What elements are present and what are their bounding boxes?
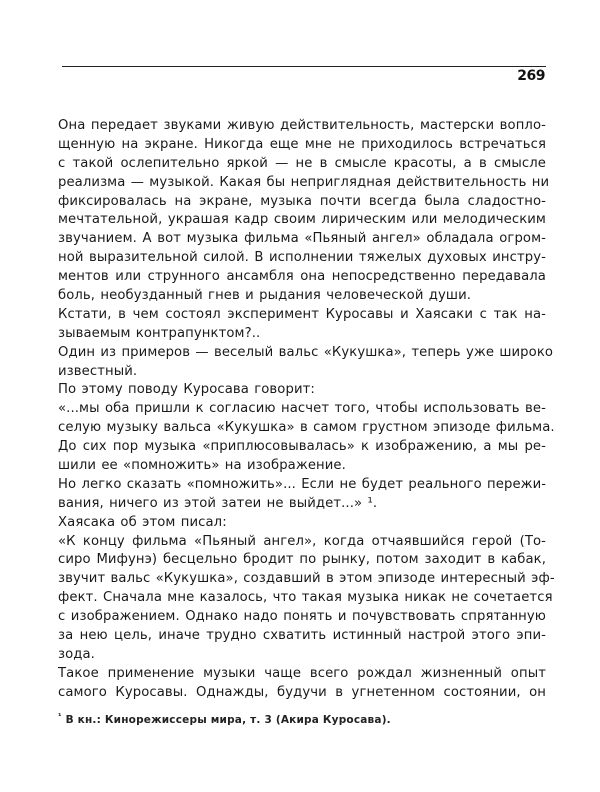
text-line: сиро Мифунэ) бесцельно бродит по рынку, потом заходит в кабак, bbox=[58, 552, 546, 568]
text-line: щенную на экране. Никогда еще мне не приходилось встречаться bbox=[58, 136, 546, 152]
footnote-text: В кн.: Кинорежиссеры мира, т. 3 (Акира Куросава). bbox=[65, 714, 391, 726]
text-line: вания, ничего из этой затеи не выйдет...» ¹. bbox=[58, 495, 378, 511]
text-line: звучанием. А вот музыка фильма «Пьяный ангел» обладала огром- bbox=[58, 231, 546, 247]
text-line: известный. bbox=[58, 363, 138, 379]
body-text bbox=[58, 117, 555, 703]
text-line: ментов или струнного ансамбля она непосредственно передавала bbox=[58, 269, 546, 285]
text-line: звучит вальс «Кукушка», создавший в этом эпизоде интересный эф- bbox=[58, 571, 555, 587]
text-line: По этому поводу Куросава говорит: bbox=[58, 382, 315, 398]
text-line: «...мы оба пришли к согласию насчет того, чтобы использовать ве- bbox=[58, 401, 546, 417]
text-line: боль, необузданный гнев и рыдания человеческой души. bbox=[58, 288, 472, 304]
text-line: До сих пор музыка «приплюсовывалась» к изображению, а мы ре- bbox=[58, 439, 546, 455]
text-line: «К концу фильма «Пьяный ангел», когда отчаявшийся герой (То- bbox=[58, 533, 546, 549]
text-line: с такой ослепительно яркой — не в смысле красоты, а в смысле bbox=[58, 155, 546, 171]
text-line: самого Куросавы. Однажды, будучи в угнетенном состоянии, он bbox=[58, 684, 546, 700]
text-line: реализма — музыкой. Какая бы неприглядная действительность ни bbox=[58, 174, 550, 190]
text-line: Один из примеров — веселый вальс «Кукушка», теперь уже широко bbox=[58, 344, 554, 360]
header-rule bbox=[62, 66, 546, 67]
text-line: селую музыку вальса «Кукушка» в самом грустном эпизоде фильма. bbox=[58, 420, 555, 436]
text-line: Хаясака об этом писал: bbox=[58, 514, 227, 530]
text-line: зываемым контрапунктом?.. bbox=[58, 325, 261, 341]
text-line: Она передает звуками живую действительность, мастерски вопло- bbox=[58, 118, 546, 133]
text-line: фект. Сначала мне казалось, что такая музыка никак не сочетается bbox=[58, 590, 553, 606]
page-number: 269 bbox=[517, 68, 545, 84]
text-line: мечтательной, украшая кадр своим лирическим или мелодическим bbox=[58, 212, 546, 228]
text-line: шили ее «помножить» на изображение. bbox=[58, 458, 346, 474]
text-line: фиксировалась на экране, музыка почти всегда была сладостно- bbox=[58, 193, 546, 209]
footnote bbox=[58, 711, 391, 726]
text-line: с изображением. Однако надо понять и почувствовать спрятанную bbox=[58, 609, 546, 625]
text-line: ной выразительной силой. В исполнении тяжелых духовых инстру- bbox=[58, 250, 546, 266]
text-line: за нею цель, иначе трудно схватить истинный настрой этого эпи- bbox=[58, 628, 546, 644]
footnote-marker: ¹ bbox=[58, 711, 62, 721]
text-line: зода. bbox=[58, 646, 95, 662]
text-line: Кстати, в чем состоял эксперимент Куросавы и Хаясаки с так на- bbox=[58, 306, 546, 322]
text-line: Но легко сказать «помножить»... Если не будет реального пережи- bbox=[58, 476, 547, 492]
text-line: Такое применение музыки чаще всего рождал жизненный опыт bbox=[58, 665, 546, 681]
